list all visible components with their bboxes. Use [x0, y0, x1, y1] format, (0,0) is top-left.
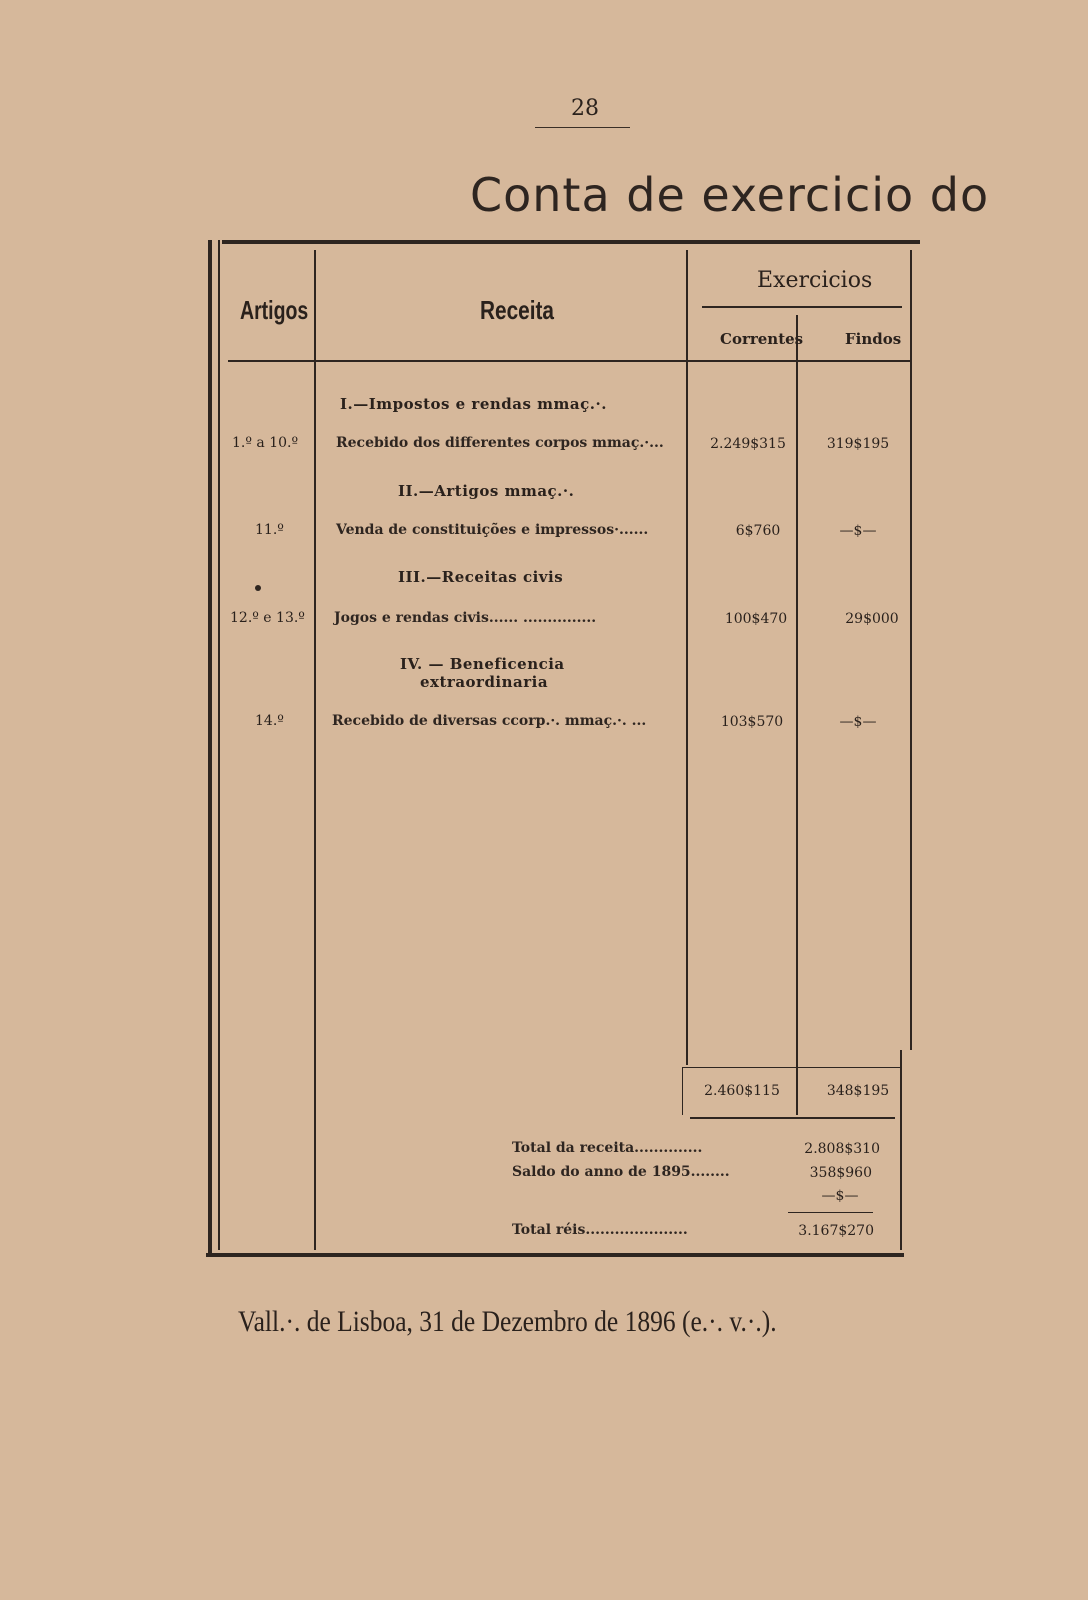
exercicios-brace: [702, 306, 902, 308]
table-right-border: [910, 250, 912, 1050]
artigos-column-divider: [314, 250, 316, 1250]
footer-place-date: Vall.·. de Lisboa, 31 de Dezembro de 1896 (e.·. v.·.).: [238, 1305, 777, 1338]
row-1-receita: Recebido dos differentes corpos mmaç.·...: [336, 435, 664, 451]
row-2-correntes: 6$760: [735, 523, 781, 539]
row-1-artigo: 1.º a 10.º: [232, 435, 299, 451]
subtotal-brace: [690, 1117, 895, 1119]
row-3-artigo: 12.º e 13.º: [230, 610, 305, 626]
saldo-value: 358$960: [809, 1165, 872, 1181]
header-correntes: Correntes: [720, 330, 804, 348]
table-top-border: [222, 240, 920, 244]
section-heading-4: IV. — Beneficencia: [400, 655, 565, 673]
subtotal-findos: 348$195: [826, 1083, 890, 1099]
section-heading-3: III.—Receitas civis: [398, 568, 564, 586]
row-1-correntes: 2.249$315: [710, 436, 786, 452]
row-2-receita: Venda de constituições e impressos·......: [336, 522, 649, 538]
row-2-findos: —$—: [839, 523, 877, 539]
section-heading-1: I.—Impostos e rendas mmaç.·.: [340, 395, 607, 413]
page-number-rule: [535, 127, 630, 128]
section-heading-4-line-2: extraordinaria: [420, 673, 549, 691]
page-number: 28: [571, 96, 599, 121]
ink-dot: [255, 585, 261, 591]
total-receita-label: Total da receita..............: [512, 1140, 703, 1156]
total-receita-value: 2.808$310: [804, 1141, 880, 1157]
document-title: Conta de exercicio do: [470, 168, 990, 222]
saldo-dash-value: —$—: [821, 1188, 859, 1204]
row-2-artigo: 11.º: [255, 522, 284, 538]
row-1-findos: 319$195: [826, 436, 890, 452]
row-4-findos: —$—: [839, 714, 877, 730]
subtotal-rule: [682, 1067, 900, 1068]
total-rule: [788, 1212, 873, 1213]
row-3-correntes: 100$470: [724, 611, 788, 627]
total-reis-value: 3.167$270: [798, 1223, 874, 1239]
row-3-receita: Jogos e rendas civis...... ...............: [334, 610, 597, 626]
header-findos: Findos: [845, 330, 902, 348]
total-reis-label: Total réis.....................: [512, 1222, 688, 1238]
header-receita: Receita: [480, 295, 554, 325]
row-3-findos: 29$000: [845, 611, 899, 627]
table-left-border: [208, 240, 212, 1257]
table-bottom-border: [206, 1253, 904, 1257]
table-right-lower-border: [900, 1050, 902, 1250]
subtotal-correntes: 2.460$115: [704, 1083, 780, 1099]
header-exercicios: Exercicios: [757, 268, 873, 293]
section-heading-2: II.—Artigos mmaç.·.: [398, 482, 575, 500]
header-artigos: Artigos: [240, 295, 309, 325]
header-underline: [228, 360, 912, 362]
row-4-receita: Recebido de diversas ccorp.·. mmaç.·. ...: [332, 713, 647, 729]
table-left-inner-border: [218, 240, 220, 1250]
receita-column-divider: [686, 250, 688, 1065]
subtotal-left-border: [682, 1067, 683, 1115]
row-4-artigo: 14.º: [255, 713, 284, 729]
row-4-correntes: 103$570: [720, 714, 784, 730]
saldo-label: Saldo do anno de 1895........: [512, 1164, 730, 1180]
